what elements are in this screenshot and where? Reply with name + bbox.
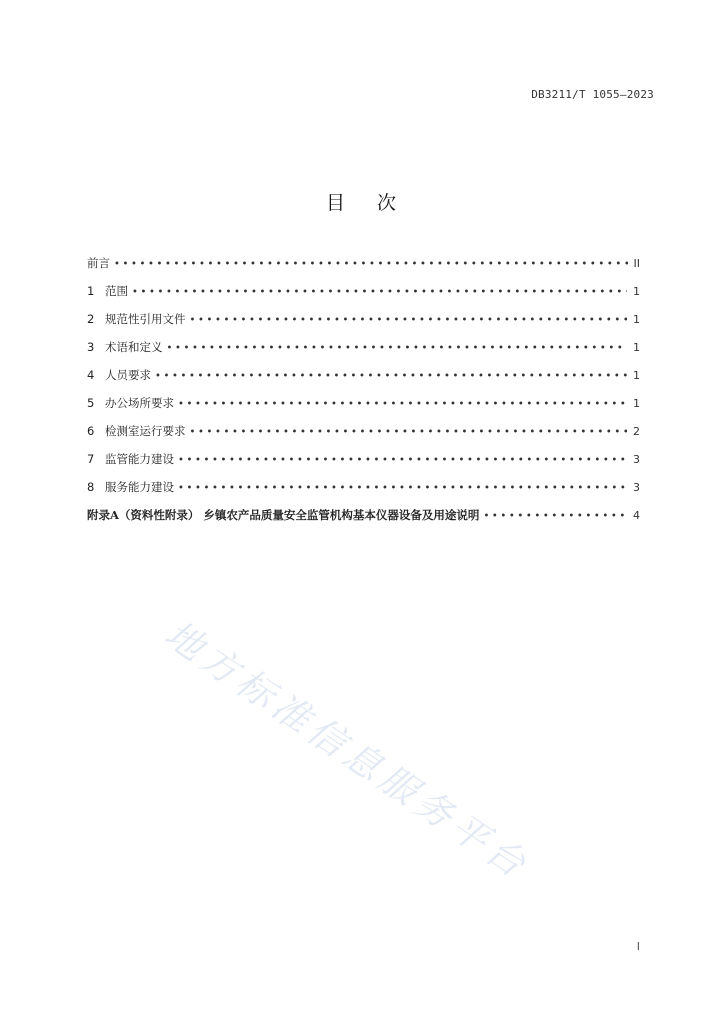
toc-leader-dots	[178, 480, 627, 498]
toc-entry-label: 规范性引用文件	[105, 312, 186, 326]
toc-entry-label: 办公场所要求	[105, 396, 174, 410]
toc-entry-label: 人员要求	[105, 368, 151, 382]
toc-entry-page: 3	[633, 481, 640, 494]
toc-entry-number: 5	[87, 396, 95, 410]
toc-entry-page: 3	[633, 453, 640, 466]
toc-entry-supervision[interactable]	[87, 450, 640, 478]
toc-entry-label: 监管能力建设	[105, 452, 174, 466]
toc-entry-appendix-a[interactable]	[87, 506, 640, 534]
toc-entry-foreword[interactable]	[87, 254, 640, 282]
toc-leader-dots	[483, 508, 627, 526]
toc-entry-service[interactable]	[87, 478, 640, 506]
toc-entry-label: 服务能力建设	[105, 480, 174, 494]
toc-entry-page: 1	[633, 341, 640, 354]
toc-entry-label: 检测室运行要求	[105, 424, 186, 438]
toc-entry-label: 附录A（资料性附录） 乡镇农产品质量安全监管机构基本仪器设备及用途说明	[87, 508, 480, 522]
toc-entry-page: II	[633, 257, 640, 270]
toc-entry-page: 4	[633, 509, 640, 522]
document-code: DB3211/T 1055—2023	[531, 88, 654, 101]
toc-entry-page: 2	[633, 425, 640, 438]
toc-entry-number: 8	[87, 480, 95, 494]
toc-entry-label: 前言	[87, 256, 110, 270]
watermark: 地方标准信息服务平台	[156, 612, 538, 889]
toc-leader-dots	[190, 312, 628, 330]
toc-entry-page: 1	[633, 369, 640, 382]
toc-entry-number: 3	[87, 340, 95, 354]
page-number: I	[636, 940, 640, 953]
toc-entry-page: 1	[633, 397, 640, 410]
toc-entry-office[interactable]	[87, 394, 640, 422]
toc-leader-dots	[178, 396, 627, 414]
toc-leader-dots	[132, 284, 627, 302]
page-title: 目 次	[325, 192, 399, 214]
toc-entry-terms-definitions[interactable]	[87, 338, 640, 366]
toc-entry-label: 术语和定义	[105, 340, 163, 354]
toc-leader-dots	[190, 424, 628, 442]
toc-entry-personnel[interactable]	[87, 366, 640, 394]
toc-entry-scope[interactable]	[87, 282, 640, 310]
toc-entry-number: 4	[87, 368, 95, 382]
toc-entry-number: 6	[87, 424, 95, 438]
toc-leader-dots	[155, 368, 627, 386]
toc-entry-number: 1	[87, 284, 95, 298]
table-of-contents	[87, 254, 640, 534]
toc-entry-normative-references[interactable]	[87, 310, 640, 338]
toc-entry-number: 2	[87, 312, 95, 326]
toc-entry-page: 1	[633, 285, 640, 298]
toc-leader-dots	[114, 256, 628, 274]
toc-entry-laboratory[interactable]	[87, 422, 640, 450]
toc-leader-dots	[178, 452, 627, 470]
toc-entry-label: 范围	[105, 284, 128, 298]
toc-leader-dots	[167, 340, 628, 358]
toc-entry-page: 1	[633, 313, 640, 326]
toc-entry-number: 7	[87, 452, 95, 466]
